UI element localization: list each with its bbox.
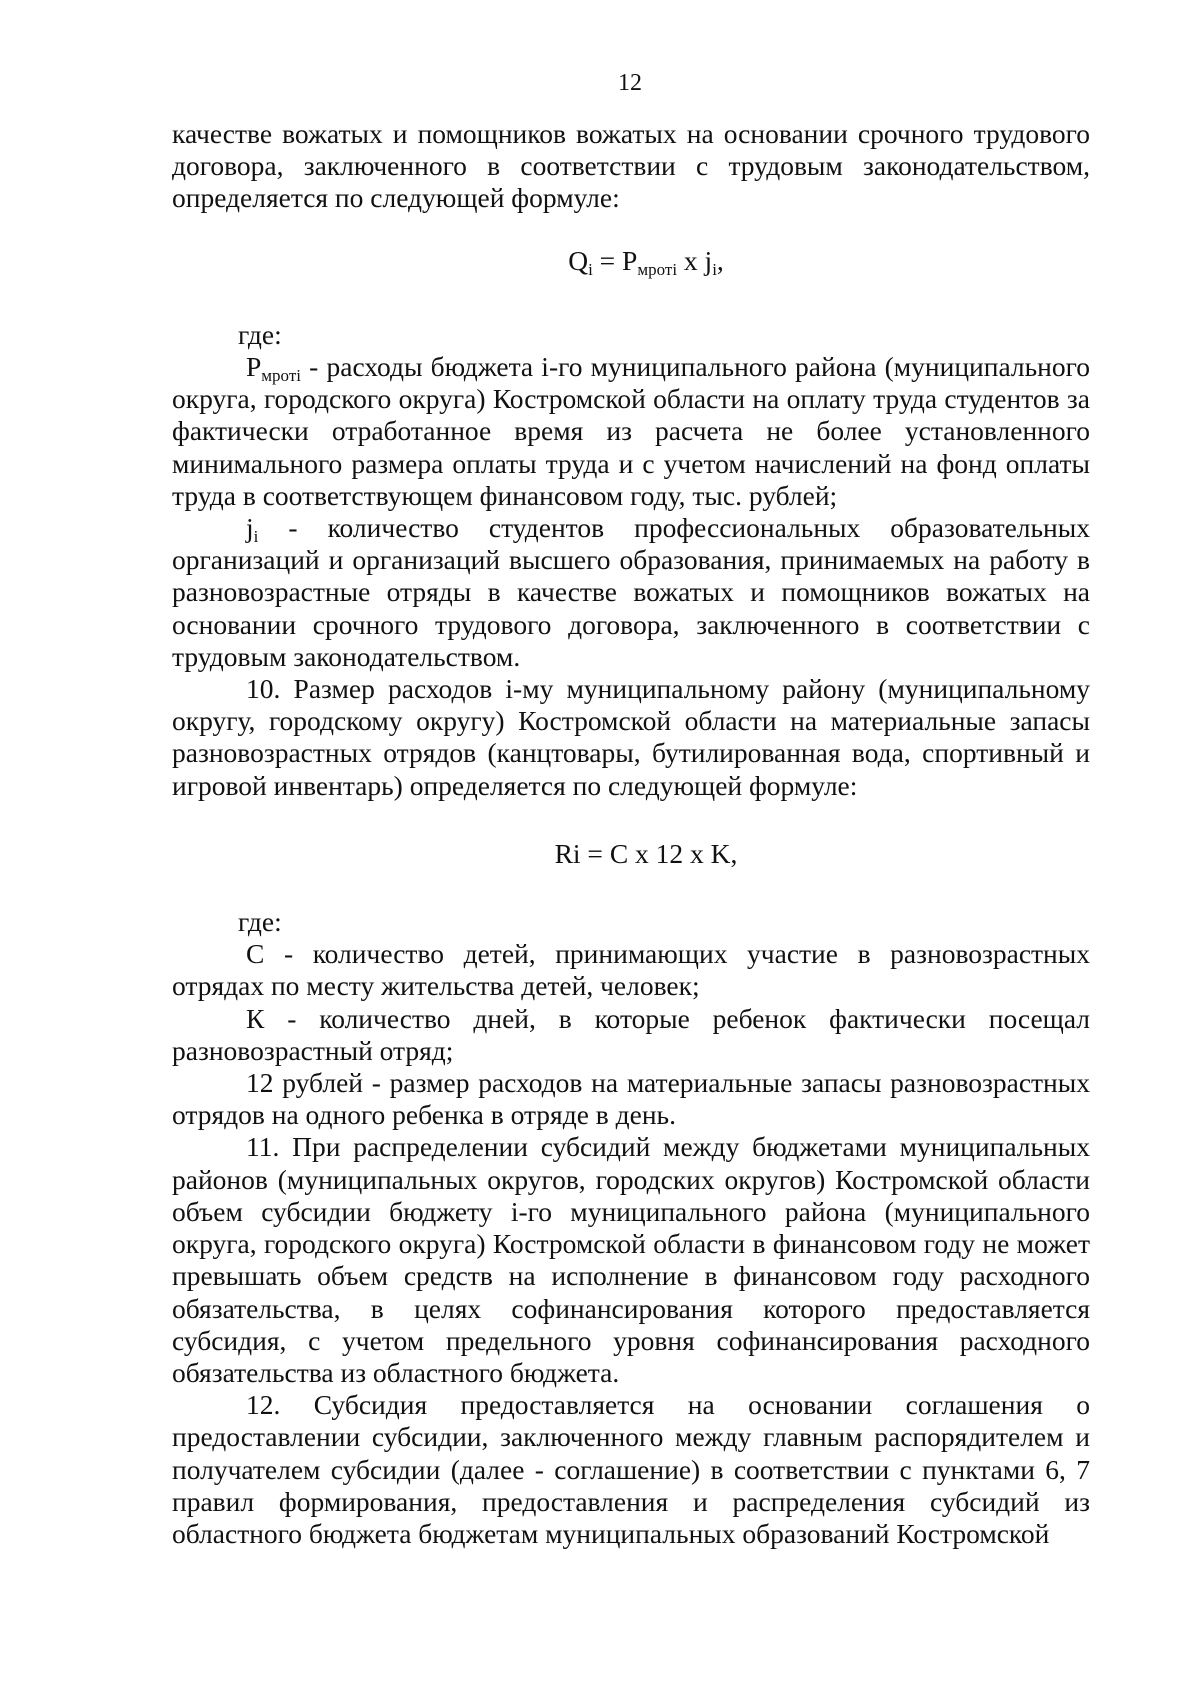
formula-q-tail: , xyxy=(716,244,724,276)
where-label-1: где: xyxy=(238,318,282,350)
formula-r: Ri = C x 12 x K, xyxy=(554,837,738,869)
formula-q-lhs-sub: i xyxy=(588,259,593,279)
definition-12: 12 рублей - размер расходов на материальные запасы разновозрастных отрядов на одного ребенка в отряде в день. xyxy=(172,1067,1090,1131)
page-number: 12 xyxy=(618,70,642,96)
formula-q-p-sub: мроті xyxy=(637,259,678,279)
definition-j-symbol: j xyxy=(246,512,254,544)
definition-p-text: - расходы бюджета і-го муниципального района (муниципального округа, городского округа) Костромской области на оплату труда студентов за фактически отработанное время из расчета не более установленного минимального размера оплаты труда и с учетом начислений на фонд оплаты труда в соответствующем финансовом году, тыс. рублей; xyxy=(172,351,1090,511)
definition-p xyxy=(172,351,1090,512)
definition-k: К - количество дней, в которые ребенок фактически посещал разновозрастный отряд; xyxy=(172,1002,1090,1066)
formula-q-eq: = P xyxy=(592,244,638,276)
definition-j-text: - количество студентов профессиональных образовательных организаций и организаций высшего образования, принимаемых на работу в разновозрастные отряды в качестве вожатых и помощников вожатых на основании срочного трудового договора, заключенного в соответствии с трудовым законодательством. xyxy=(172,512,1090,672)
formula-q-mul: x j xyxy=(677,244,713,276)
formula-q-j-sub: i xyxy=(712,259,717,279)
formula-q-lhs: Q xyxy=(568,244,589,276)
formula-q xyxy=(172,245,1090,277)
intro-paragraph: качестве вожатых и помощников вожатых на основании срочного трудового договора, заключенного в соответствии с трудовым законодательством, определяется по следующей формуле: xyxy=(172,118,1090,214)
definition-p-sub: мроті xyxy=(261,366,301,386)
definition-c: С - количество детей, принимающих участие в разновозрастных отрядах по месту жительства детей, человек; xyxy=(172,938,1090,1002)
paragraph-11: 11. При распределении субсидий между бюджетами муниципальных районов (муниципальных округов, городских округов) Костромской области объем субсидии бюджету і-го муниципального района (муниципального округа, городского округа) Костромской области в финансовом году не может превышать объем средств на исполнение в финансовом году расходного обязательства, в целях софинансирования которого предоставляется субсидия, с учетом предельного уровня софинансирования расходного обязательства из областного бюджета. xyxy=(172,1131,1090,1388)
paragraph-10: 10. Размер расходов і-му муниципальному району (муниципальному округу, городскому округу) Костромской области на материальные запасы разновозрастных отрядов (канцтовары, бутилированная вода, спортивный и игровой инвентарь) определяется по следующей формуле: xyxy=(172,673,1090,801)
document-body xyxy=(172,118,1090,1550)
definition-j xyxy=(172,512,1090,673)
definition-j-sub: i xyxy=(253,527,259,547)
definition-p-symbol: P xyxy=(246,351,262,383)
paragraph-12: 12. Субсидия предоставляется на основании соглашения о предоставлении субсидии, заключенного между главным распорядителем и получателем субсидии (далее - соглашение) в соответствии с пунктами 6, 7 правил формирования, предоставления и распределения субсидий из областного бюджета бюджетам муниципальных образований Костромской xyxy=(172,1389,1090,1549)
where-label-2: где: xyxy=(238,906,282,938)
